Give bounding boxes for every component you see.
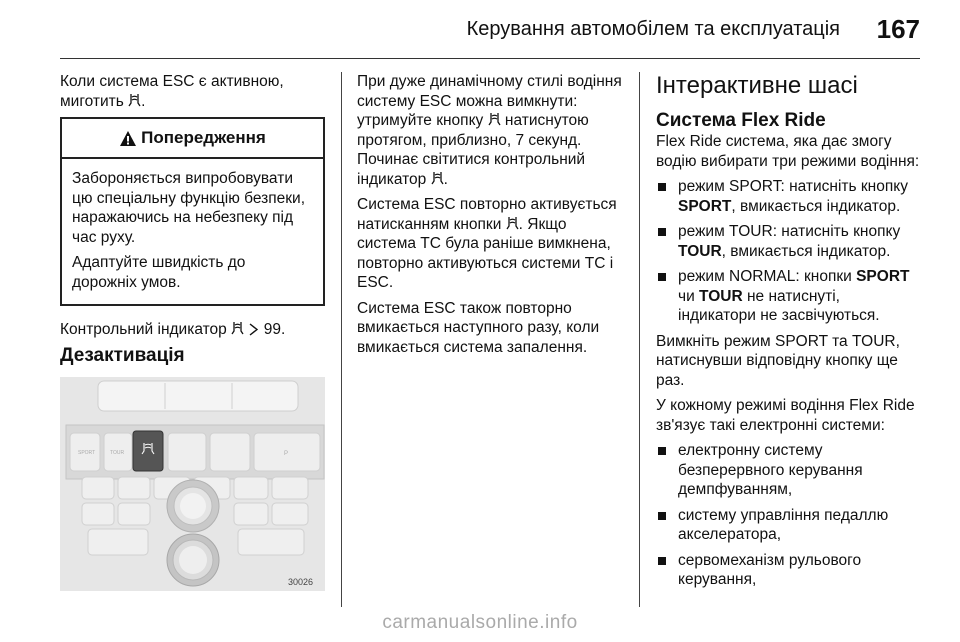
esc-off-icon (488, 112, 501, 127)
list-item: режим SPORT: натисніть кнопку SPORT, вмикається індикатор. (656, 177, 920, 216)
flexride-intro: Flex Ride система, яка дає змогу водію вибирати три режими водіння: (656, 133, 920, 170)
esc-off-icon (431, 171, 444, 186)
systems-list (656, 441, 920, 590)
tour-button-label: TOUR (110, 450, 125, 456)
subsection-title: Система Flex Ride (656, 110, 826, 131)
modes-list (656, 177, 920, 326)
deactivation-heading: Дезактивація (60, 344, 185, 366)
column-divider-2 (639, 72, 640, 607)
list-item: режим TOUR: натисніть кнопку TOUR, вмикається індикатор. (656, 222, 920, 261)
esc-active-paragraph: Коли система ESC є активною, миготить . (60, 73, 284, 110)
esc-off-paragraph: При дуже динамічному стилі водіння систему ESC можна вимкнути: утримуйте кнопку натиснутою протягом, приблизно, 7 секунд. Починає світитися контрольний індикатор . (357, 73, 622, 188)
warning-title: Попередження (141, 128, 266, 148)
page-header (60, 0, 920, 59)
column-right (656, 72, 920, 596)
warning-header (62, 119, 323, 159)
list-item: систему управління педаллю акселератора, (656, 506, 920, 545)
list-item: режим NORMAL: кнопки SPORT чи TOUR не натиснуті, індикатори не засвічуються. (656, 267, 920, 326)
esc-off-icon (506, 216, 519, 231)
page-number: 167 (876, 14, 920, 44)
warning-text-1: Забороняється випробовувати цю спеціальну функцію безпеки, наражаючись на небезпеку під час руху. (72, 170, 306, 246)
console-figure (60, 377, 325, 591)
watermark: carmanualsonline.info (382, 612, 578, 633)
sport-button-label: SPORT (78, 450, 96, 456)
esc-ignition-paragraph: Система ESC також повторно вмикається наступного разу, коли вмикається система запалення. (357, 299, 600, 356)
esc-off-icon (231, 321, 244, 336)
column-divider-1 (341, 72, 342, 607)
center-console-illustration (60, 377, 325, 591)
warning-body (62, 159, 323, 304)
figure-image-number: 30026 (288, 577, 314, 587)
indicator-paragraph: Контрольний індикатор 99. (60, 321, 286, 338)
section-title: Інтерактивне шасі (656, 72, 858, 99)
column-middle (357, 72, 625, 363)
warning-box (60, 117, 325, 306)
systems-intro-paragraph: У кожному режимі водіння Flex Ride зв'язує такі електронні системи: (656, 397, 915, 434)
p-button-label: P (284, 451, 289, 457)
list-item: сервомеханізм рульового керування, (656, 551, 920, 590)
list-item: електронну систему безперервного керування демпфуванням, (656, 441, 920, 500)
warning-triangle-icon (119, 130, 137, 147)
esc-off-icon (128, 93, 141, 108)
mode-off-paragraph: Вимкніть режим SPORT та TOUR, натиснувши відповідну кнопку ще раз. (656, 332, 900, 389)
page-header-title: Керування автомобілем та експлуатація (466, 18, 840, 40)
column-left (60, 72, 325, 591)
warning-text-2: Адаптуйте швидкість до дорожніх умов. (72, 254, 246, 291)
page-reference-icon (248, 323, 259, 336)
esc-reactivation-paragraph: Система ESC повторно активується натисканням кнопки . Якщо система TC була раніше вимкнена, повторно активуються системи TC і ESC. (357, 196, 617, 291)
